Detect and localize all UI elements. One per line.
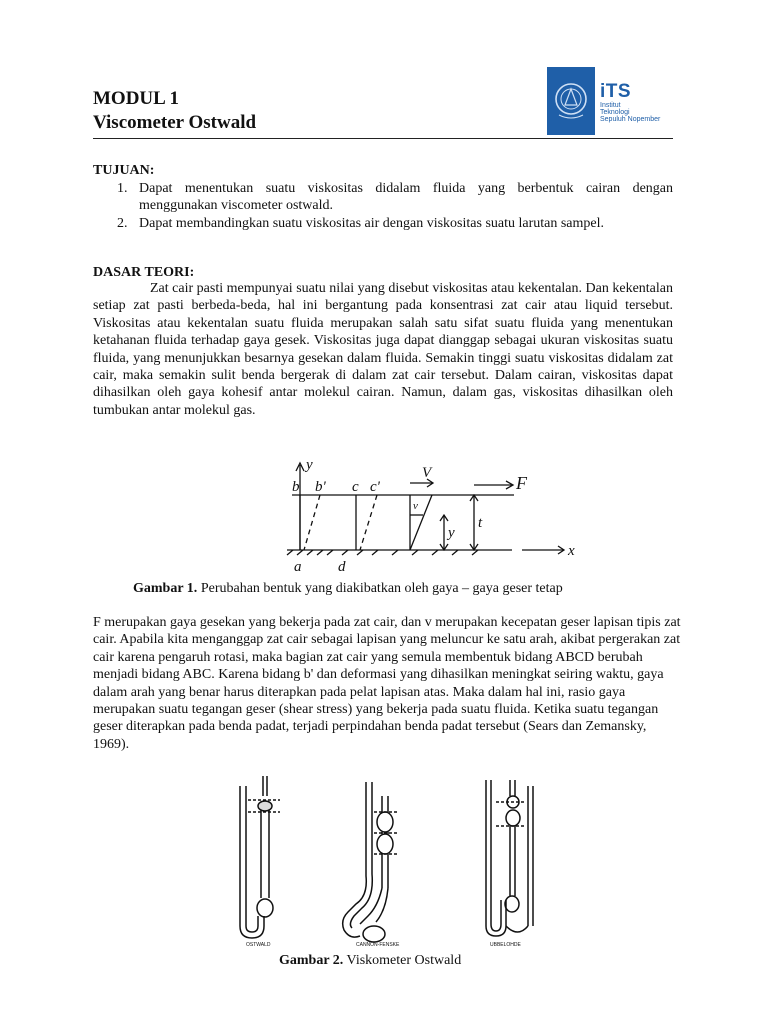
module-number: MODUL 1: [93, 88, 180, 109]
its-logo: [547, 67, 674, 135]
label-x: x: [568, 543, 575, 559]
figure2-caption: Gambar 2. Viskometer Ostwald: [279, 953, 462, 968]
theory-paragraph-2: F merupakan gaya gesekan yang bekerja pada zat cair, dan v merupakan kecepatan geser lapisan tipis zat cair. Apabila kita menganggap zat cair sebagai lapisan yang meluncur ke satu arah, akibat pergerakan zat cair karena pengaruh rotasi, maka bagian zat cair yang semula membentuk bidang ABCD berubah menjadi bidang ABC. Karena bidang b' dan deformasi yang dihasilkan meningkat seiring waktu, gaya dalam arah yang benar harus diterapkan pada pelat lapisan atas. Maka dalam hal ini, rasio gaya merupakan suatu tegangan geser (shear stress) yang bekerja pada suatu fluida. Ketika suatu tegangan geser diterapkan pada benda padat, terjadi perpindahan benda padat tersebut (Sears dan Zemansky, 1969).: [93, 615, 681, 752]
list-item: 1. Dapat menentukan suatu viskositas didalam fluida yang berbentuk cairan dengan menggunakan viscometer ostwald.: [117, 181, 673, 214]
label-f: F: [516, 473, 527, 493]
dasar-teori-heading: DASAR TEORI:: [93, 265, 195, 280]
label-ostwald: OSTWALD: [246, 942, 271, 948]
goals-list: [93, 180, 673, 232]
logo-wordmark: iTS: [600, 81, 632, 102]
theory-paragraph-1: Zat cair pasti mempunyai suatu nilai yang disebut viskositas atau kekentalan. Dan kekentalan setiap zat pasti berbeda-beda, hal ini bergantung pada konsentrasi zat cair atau liquid tersebut. Viskositas atau kekentalan suatu fluida merupakan salah satu sifat suatu fluida yang menentukan ketahanan fluida terhadap gaya gesek. Viskositas juga dapat dianggap sebagai ukuran viskositas suatu fluida, yang menunjukkan besarnya gesekan dalam fluida. Semakin tinggi suatu viskositas didalam zat cair, maka semakin sulit benda bergerak di dalam zat cair tersebut. Dalam cairan, viskositas dapat dihasilkan oleh gaya kohesif antar molekul cairan. Namun, dalam gas, viskositas dihasilkan oleh tumbukan antar molekul gas.: [93, 281, 673, 418]
label-c-prime: c': [370, 479, 380, 495]
label-b-prime: b': [315, 479, 326, 495]
viscometer-figure: [228, 776, 538, 948]
label-ubbelohde: UBBELOHDE: [490, 942, 521, 948]
shear-deformation-figure: [282, 455, 592, 575]
figure1-caption: Gambar 1. Perubahan bentuk yang diakibatkan oleh gaya – gaya geser tetap: [133, 581, 563, 596]
label-c: c: [352, 479, 359, 495]
page-title: Viscometer Ostwald: [93, 112, 257, 133]
label-v-top: V: [422, 465, 432, 481]
logo-subtitle: Institut Teknologi Sepuluh Nopember: [600, 102, 661, 123]
label-y-dim: y: [448, 525, 455, 541]
label-v-small: v: [413, 500, 418, 512]
header-divider: [93, 138, 673, 139]
tujuan-heading: TUJUAN:: [93, 163, 155, 178]
label-cannon-fenske: CANNON-FENSKE: [356, 942, 400, 948]
label-a: a: [294, 559, 302, 575]
y-axis-label: y: [306, 457, 313, 473]
label-t: t: [478, 515, 483, 531]
list-item: 2. Dapat membandingkan suatu viskositas air dengan viskositas suatu larutan sampel.: [117, 215, 605, 231]
label-d: d: [338, 559, 346, 575]
label-b: b: [292, 479, 300, 495]
its-seal-icon: [547, 67, 595, 135]
